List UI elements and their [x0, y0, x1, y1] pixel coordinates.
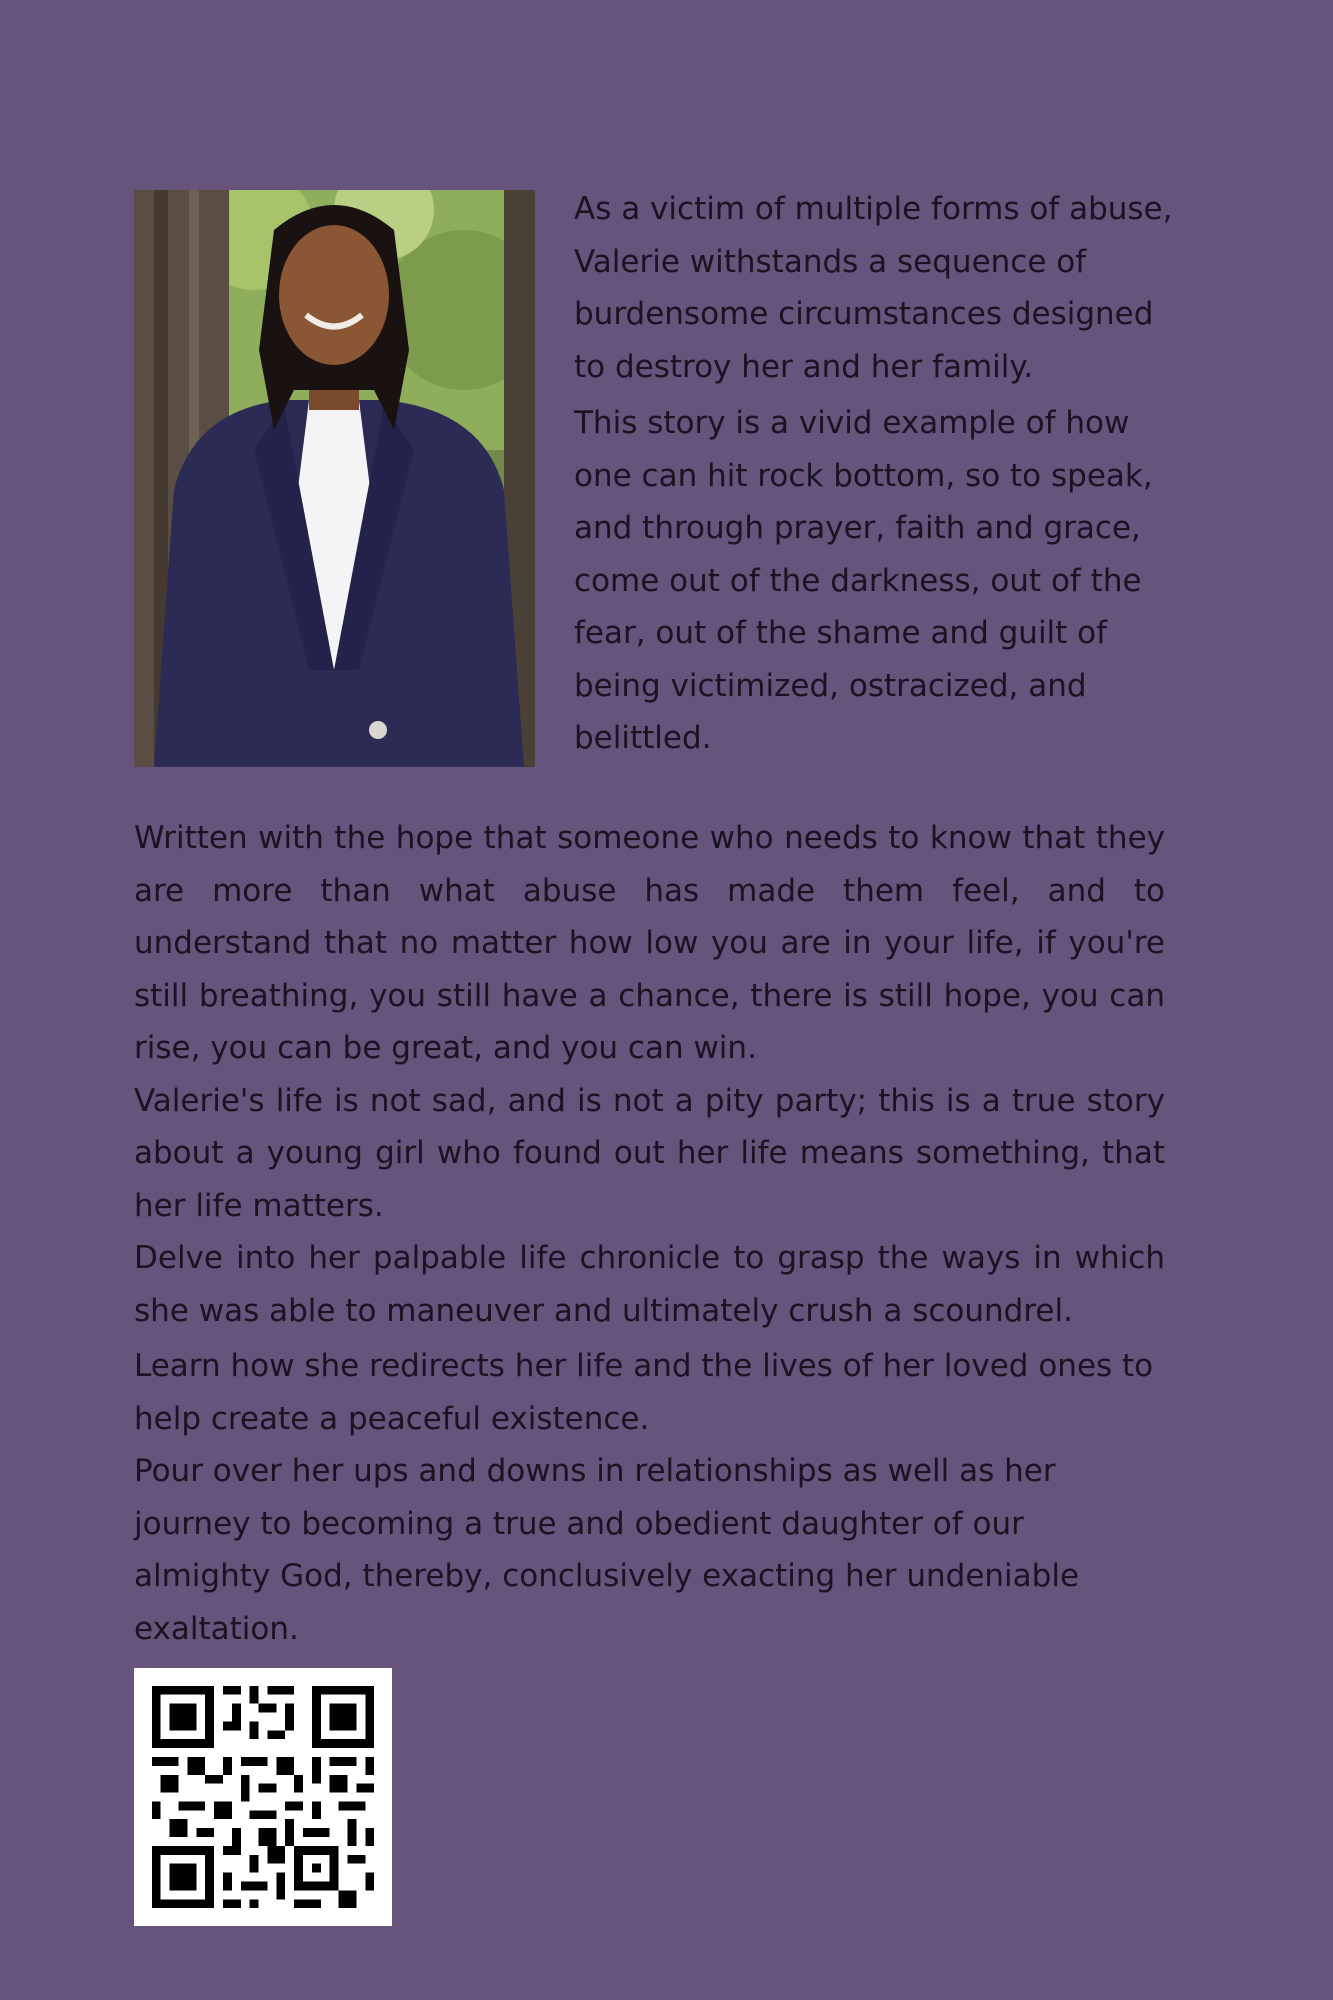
body-paragraph-2: Valerie's life is not sad, and is not a pity party; this is a true story about a young girl who found out her life means something, that her life matters.	[134, 1082, 1165, 1224]
body-text	[134, 812, 1165, 1655]
body-paragraph-5: Pour over her ups and downs in relationships as well as her journey to becoming a true and obedient daughter of our almighty God, thereby, conclusively exacting her undeniable exaltation.	[134, 1453, 1080, 1647]
body-paragraph-3: Delve into her palpable life chronicle to grasp the ways in which she was able to maneuver and ultimately crush a scoundrel.	[134, 1240, 1165, 1329]
intro-text	[574, 183, 1174, 769]
qr-code-icon	[134, 1668, 392, 1926]
intro-paragraph-2: This story is a vivid example of how one can hit rock bottom, so to speak, and through prayer, faith and grace, come out of the darkness, out of the fear, out of the shame and guilt of being victimized, ostracized, and belittled.	[574, 405, 1153, 756]
author-photo	[134, 190, 535, 767]
intro-paragraph-1: As a victim of multiple forms of abuse, Valerie withstands a sequence of burdensome circumstances designed to destroy her and her family.	[574, 191, 1173, 385]
body-paragraph-1: Written with the hope that someone who needs to know that they are more than what abuse has made them feel, and to understand that no matter how low you are in your life, if you're still breathing, you still have a chance, there is still hope, you can rise, you can be great, and you can win.	[134, 820, 1165, 1066]
author-portrait	[134, 190, 535, 767]
body-paragraph-4: Learn how she redirects her life and the lives of her loved ones to help create a peaceful existence.	[134, 1348, 1154, 1437]
qr-code[interactable]	[134, 1668, 392, 1926]
